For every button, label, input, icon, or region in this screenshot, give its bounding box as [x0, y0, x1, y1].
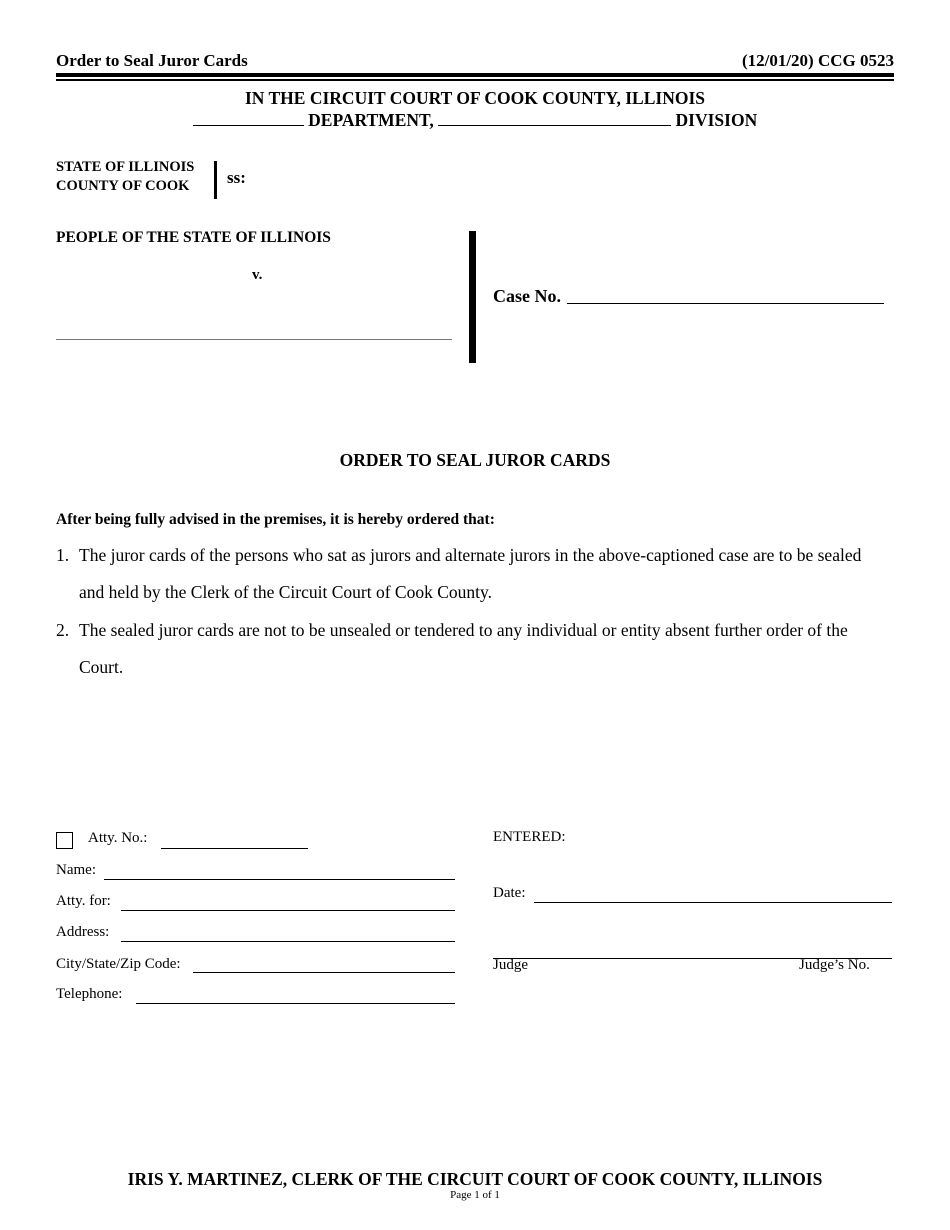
address-field[interactable]	[121, 941, 455, 942]
order-item-number: 1.	[56, 545, 70, 565]
page-number: Page 1 of 1	[450, 1189, 500, 1201]
atty-no-field[interactable]	[161, 848, 308, 849]
clerk-footer: IRIS Y. MARTINEZ, CLERK OF THE CIRCUIT COURT OF COOK COUNTY, ILLINOIS	[127, 1169, 823, 1189]
department-division-line	[0, 110, 950, 131]
attorney-checkbox[interactable]	[56, 832, 73, 849]
order-item	[56, 612, 886, 686]
header-rule-thick	[56, 73, 894, 77]
name-field[interactable]	[104, 879, 455, 880]
form-title: Order to Seal Juror Cards	[56, 51, 248, 70]
plaintiff-name: PEOPLE OF THE STATE OF ILLINOIS	[56, 229, 331, 246]
court-name: IN THE CIRCUIT COURT OF COOK COUNTY, ILLINOIS	[245, 88, 705, 108]
atty-for-field[interactable]	[121, 910, 455, 911]
order-item-text: The sealed juror cards are not to be unsealed or tendered to any individual or entity absent further order of the Court.	[79, 620, 848, 677]
date-label: Date:	[493, 885, 526, 901]
entered-label: ENTERED:	[493, 829, 566, 845]
name-label: Name:	[56, 862, 96, 878]
order-intro: After being fully advised in the premises, it is hereby ordered that:	[56, 511, 495, 528]
address-label: Address:	[56, 924, 110, 940]
venue-state: STATE OF ILLINOIS	[56, 159, 195, 175]
caption-divider	[469, 231, 476, 363]
department-label: DEPARTMENT,	[308, 110, 434, 130]
venue-ss: ss:	[227, 168, 246, 187]
judge-number-label: Judge’s No.	[799, 957, 870, 973]
versus-label: v.	[252, 267, 263, 283]
order-item-text: The juror cards of the persons who sat as jurors and alternate jurors in the above-captioned case are to be sealed and held by the Clerk of the Circuit Court of Cook County.	[79, 545, 862, 602]
department-blank[interactable]	[193, 112, 304, 126]
city-state-zip-field[interactable]	[193, 972, 455, 973]
venue-bracket	[214, 161, 217, 199]
division-blank[interactable]	[438, 112, 671, 126]
case-number-field[interactable]	[567, 303, 884, 304]
order-title: ORDER TO SEAL JUROR CARDS	[339, 450, 611, 470]
order-item	[56, 537, 886, 611]
venue-county: COUNTY OF COOK	[56, 178, 190, 194]
header-rule-thin	[56, 79, 894, 81]
city-state-zip-label: City/State/Zip Code:	[56, 956, 181, 972]
atty-no-label: Atty. No.:	[88, 830, 148, 846]
form-code: (12/01/20) CCG 0523	[741, 51, 894, 70]
defendant-field[interactable]	[56, 339, 452, 340]
judge-label: Judge	[493, 957, 528, 973]
telephone-field[interactable]	[136, 1003, 455, 1004]
telephone-label: Telephone:	[56, 986, 123, 1002]
division-label: DIVISION	[675, 110, 758, 130]
atty-for-label: Atty. for:	[56, 893, 111, 909]
order-item-number: 2.	[56, 620, 70, 640]
date-field[interactable]	[534, 902, 892, 903]
case-number-label: Case No.	[493, 286, 561, 306]
